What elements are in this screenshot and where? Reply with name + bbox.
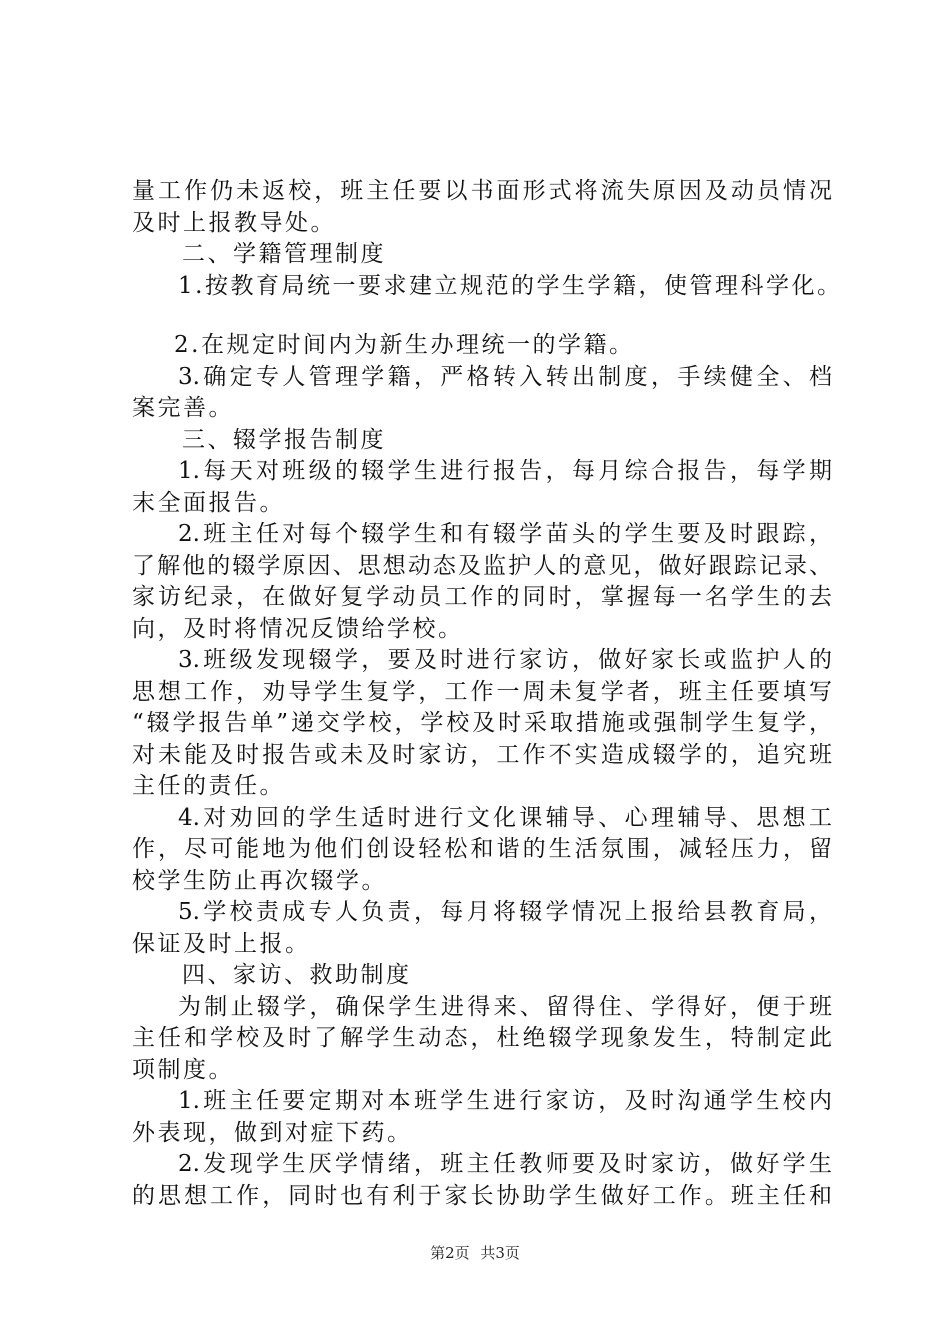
text-line: 3.确定专人管理学籍，严格转入转出制度，手续健全、档 (178, 363, 832, 390)
text-line: 向，及时将情况反馈给学校。 (132, 615, 464, 642)
text-line: 量工作仍未返校，班主任要以书面形式将流失原因及动员情况 (132, 178, 832, 204)
text-line: 及时上报教导处。 (132, 209, 336, 236)
section-heading: 四、家访、救助制度 (182, 962, 412, 988)
document-body (132, 176, 843, 1212)
text-line: 主任和学校及时了解学生动态，杜绝辍学现象发生，特制定此 (132, 1025, 832, 1051)
page-number: 第2页 (430, 1244, 470, 1262)
page-footer (0, 1242, 950, 1263)
text-line: 家访纪录，在做好复学动员工作的同时，掌握每一名学生的去 (132, 584, 832, 610)
text-line: 末全面报告。 (132, 489, 285, 516)
text-line: 保证及时上报。 (132, 930, 311, 957)
text-line: 5.学校责成专人负责，每月将辍学情况上报给县教育局， (178, 899, 832, 925)
text-line: 2.班主任对每个辍学生和有辍学苗头的学生要及时跟踪， (178, 521, 832, 547)
text-line: 主任的责任。 (132, 773, 285, 799)
text-line: 外表现，做到对症下药。 (132, 1119, 413, 1146)
text-line: 1.按教育局统一要求建立规范的学生学籍，使管理科学化。 (178, 272, 843, 299)
text-line: 为制止辍学，确保学生进得来、留得住、学得好，便于班 (178, 993, 832, 1020)
blank-line (132, 302, 832, 330)
section-heading: 三、辍学报告制度 (182, 426, 386, 453)
text-line: 1.班主任要定期对本班学生进行家访，及时沟通学生校内 (178, 1088, 832, 1114)
text-line: 4.对劝回的学生适时进行文化课辅导、心理辅导、思想工 (178, 804, 832, 831)
text-line: 案完善。 (132, 395, 234, 421)
section-heading: 二、学籍管理制度 (182, 241, 386, 267)
text-line: 思想工作，劝导学生复学，工作一周未复学者，班主任要填写 (132, 678, 832, 705)
text-line: 2.在规定时间内为新生办理统一的学籍。 (174, 332, 635, 358)
text-line: “辍学报告单”递交学校，学校及时采取措施或强制学生复学， (132, 710, 832, 736)
page-total: 共3页 (480, 1244, 520, 1262)
text-line: 3.班级发现辍学，要及时进行家访，做好家长或监护人的 (178, 647, 832, 673)
text-line: 作，尽可能地为他们创设轻松和谐的生活氛围，减轻压力，留 (132, 836, 832, 862)
text-line: 对未能及时报告或未及时家访，工作不实造成辍学的，追究班 (132, 741, 832, 768)
text-line: 1.每天对班级的辍学生进行报告，每月综合报告，每学期 (178, 458, 832, 484)
text-line: 项制度。 (132, 1056, 234, 1083)
text-line: 了解他的辍学原因、思想动态及监护人的意见，做好跟踪记录、 (132, 552, 832, 579)
text-line: 的思想工作，同时也有利于家长协助学生做好工作。班主任和 (132, 1182, 832, 1209)
text-line: 校学生防止再次辍学。 (132, 867, 387, 894)
text-line: 2.发现学生厌学情绪，班主任教师要及时家访，做好学生 (178, 1151, 832, 1177)
